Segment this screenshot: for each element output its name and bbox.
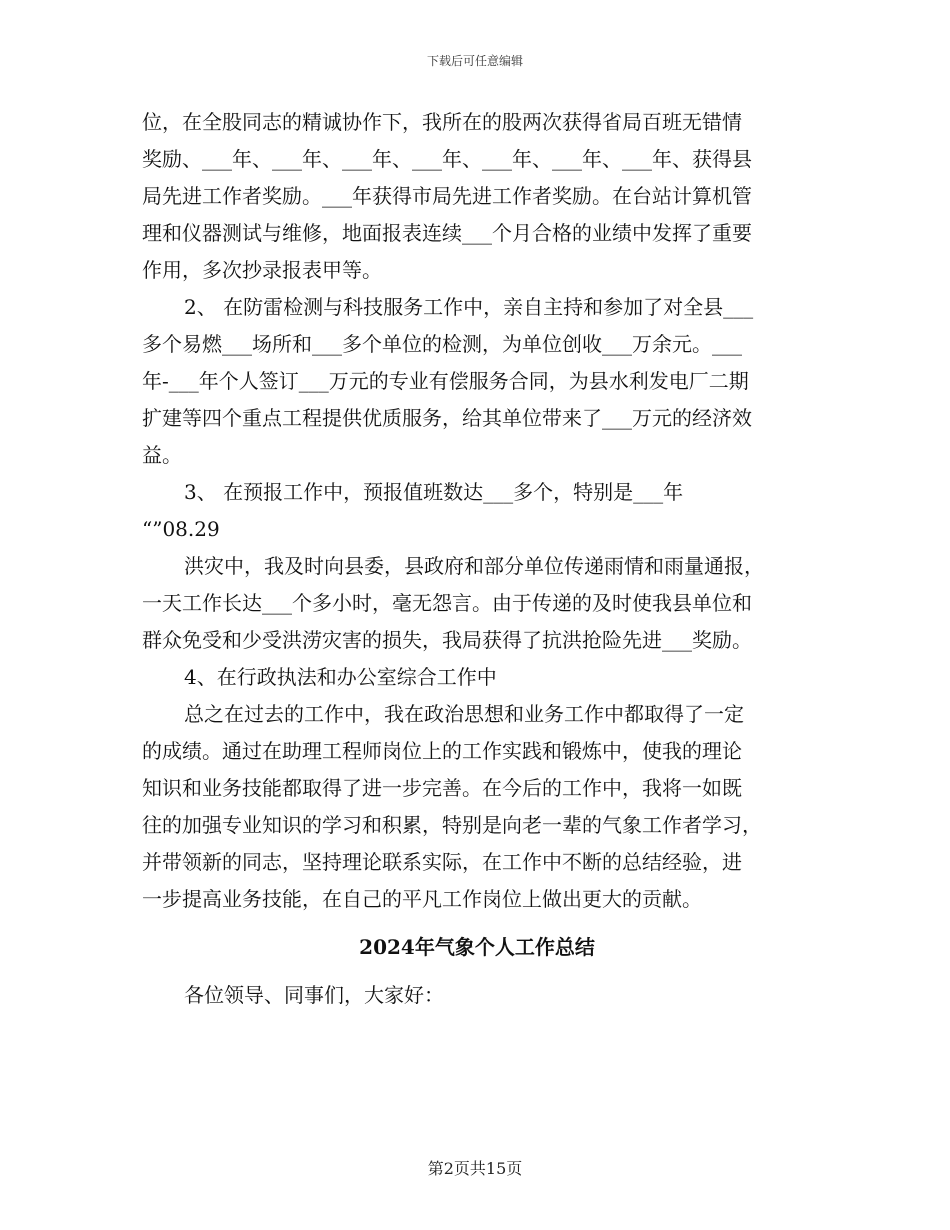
summary-line-6: 一步提高业务技能，在自己的平凡工作岗位上做出更大的贡献。 [142, 887, 702, 911]
body-line-5: 作用，多次抄录报表甲等。 [142, 258, 382, 282]
paragraph-flood-line-2: 一天工作长达___个多小时，毫无怨言。由于传递的及时使我县单位和 [142, 591, 752, 615]
summary-line-4: 往的加强专业知识的学习和积累，特别是向老一辈的气象工作者学习， [142, 813, 762, 837]
summary-line-1: 总之在过去的工作中，我在政治思想和业务工作中都取得了一定 [184, 702, 744, 726]
list-item-4: 4、在行政执法和办公室综合工作中 [184, 665, 497, 689]
list-item-2-line-4: 扩建等四个重点工程提供优质服务，给其单位带来了___万元的经济效 [142, 406, 752, 430]
paragraph-flood-line-1: 洪灾中，我及时向县委，县政府和部分单位传递雨情和雨量通报， [184, 554, 764, 578]
summary-line-3: 知识和业务技能都取得了进一步完善。在今后的工作中，我将一如既 [142, 776, 742, 800]
summary-line-2: 的成绩。通过在助理工程师岗位上的工作实践和锻炼中，使我的理论 [142, 739, 742, 763]
list-item-3-line-2: “”08.29 [142, 517, 220, 541]
document-body [142, 104, 812, 1014]
body-line-4: 理和仪器测试与维修，地面报表连续___个月合格的业绩中发挥了重要 [142, 221, 752, 245]
section-title: 2024年气象个人工作总结 [359, 935, 595, 959]
body-line-1: 位，在全股同志的精诚协作下，我所在的股两次获得省局百班无错情 [142, 110, 742, 134]
list-item-2-line-2: 多个易燃___场所和___多个单位的检测，为单位创收___万余元。___ [142, 332, 742, 356]
paragraph-flood-line-3: 群众免受和少受洪涝灾害的损失，我局获得了抗洪抢险先进___奖励。 [142, 628, 752, 652]
summary-line-5: 并带领新的同志，坚持理论联系实际，在工作中不断的总结经验，进 [142, 850, 742, 874]
list-item-2-line-3: 年-___年个人签订___万元的专业有偿服务合同，为县水利发电厂二期 [142, 369, 749, 393]
greeting: 各位领导、同事们，大家好： [184, 983, 444, 1007]
body-line-2: 奖励、___年、___年、___年、___年、___年、___年、___年、获得县 [142, 147, 752, 171]
body-line-3: 局先进工作者奖励。___年获得市局先进工作者奖励。在台站计算机管 [142, 184, 752, 208]
page-header: 下载后可任意编辑 [426, 54, 523, 68]
list-item-2-line-1: 2、 在防雷检测与科技服务工作中，亲自主持和参加了对全县___ [184, 295, 754, 319]
list-item-3-line-1: 3、 在预报工作中，预报值班数达___多个，特别是___年 [184, 480, 684, 504]
list-item-2-line-5: 益。 [142, 443, 182, 467]
page-footer: 第2页共15页 [427, 1159, 523, 1178]
